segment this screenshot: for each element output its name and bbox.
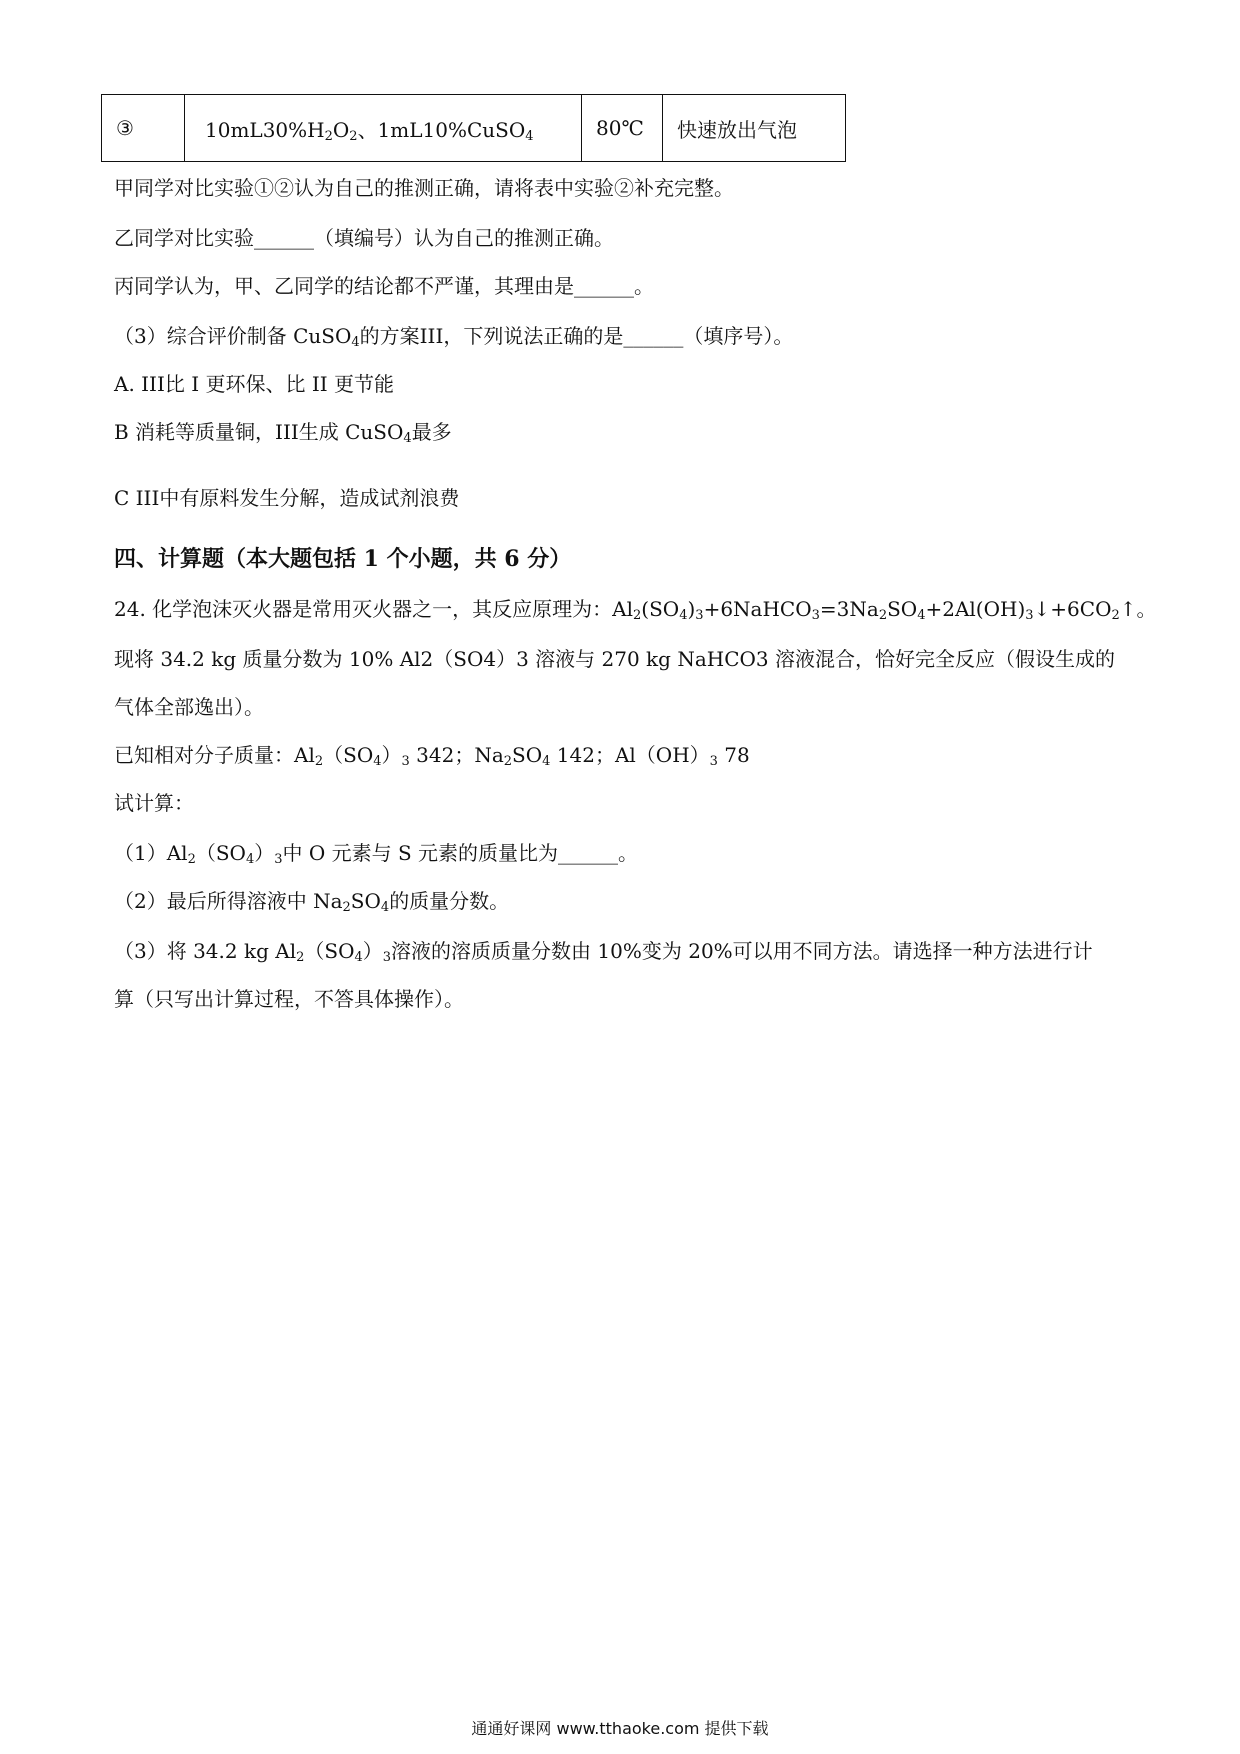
page-footer: 通通好课网 www.tthaoke.com 提供下载 xyxy=(471,1719,769,1738)
option-a: A. III比 I 更环保、比 II 更节能 xyxy=(114,372,394,396)
molecular-mass-line: 已知相对分子质量：$Al_2(SO_4)_3$ 342；$Na_2SO_4$ 142；$Al(OH)_3$ 78 xyxy=(114,743,750,769)
text-line: 丙同学认为，甲、乙同学的结论都不严谨，其理由是______。 xyxy=(114,274,654,298)
text-line: 乙同学对比实验______（填编号）认为自己的推测正确。 xyxy=(114,226,614,250)
question-24-line: 24. 化学泡沫灭火器是常用灭火器之一，其反应原理为：$Al_2(SO_4)_3+6NaHCO_3=3Na_2SO_4+2Al(OH)_3↓+6CO_2↑$。 xyxy=(114,597,1157,623)
text-line: （3）综合评价制备 CuSO$_4$的方案III，下列说法正确的是______（填序号）。 xyxy=(114,324,794,350)
sub-question-3-cont: 算（只写出计算过程，不答具体操作）。 xyxy=(114,987,464,1011)
temperature-cell: 80℃ xyxy=(582,95,663,162)
experiment-table xyxy=(101,94,846,162)
experiment-number: ③ xyxy=(102,95,185,162)
reagent-cell: $10mL30\%H_2O_2$、1mL10%CuSO$_4$ xyxy=(185,95,582,162)
phenomenon-cell: 快速放出气泡 xyxy=(663,95,846,162)
question-24-line: 气体全部逸出）。 xyxy=(114,695,264,719)
text-line: 试计算： xyxy=(114,791,194,815)
text-line: 甲同学对比实验①②认为自己的推测正确，请将表中实验②补充完整。 xyxy=(114,176,734,200)
section-heading: 四、计算题（本大题包括 1 个小题，共 6 分） xyxy=(114,546,572,572)
option-c: C III中有原料发生分解，造成试剂浪费 xyxy=(114,486,460,510)
sub-question-3: （3）将 34.2 kg $Al_2(SO_4)_3$溶液的溶质质量分数由 10%变为 20%可以用不同方法。请选择一种方法进行计 xyxy=(114,939,1093,965)
table-row xyxy=(102,95,846,162)
question-24-line: 现将 34.2 kg 质量分数为 10% Al2（SO4）3 溶液与 270 kg NaHCO3 溶液混合，恰好完全反应（假设生成的 xyxy=(114,647,1115,671)
sub-question-2: （2）最后所得溶液中 $Na_2SO_4$的质量分数。 xyxy=(114,889,510,915)
sub-question-1: $(1)Al_2(SO_4)_3$中 O 元素与 S 元素的质量比为______。 xyxy=(114,841,639,867)
option-b: B 消耗等质量铜，III生成 CuSO$_4$最多 xyxy=(114,420,452,446)
